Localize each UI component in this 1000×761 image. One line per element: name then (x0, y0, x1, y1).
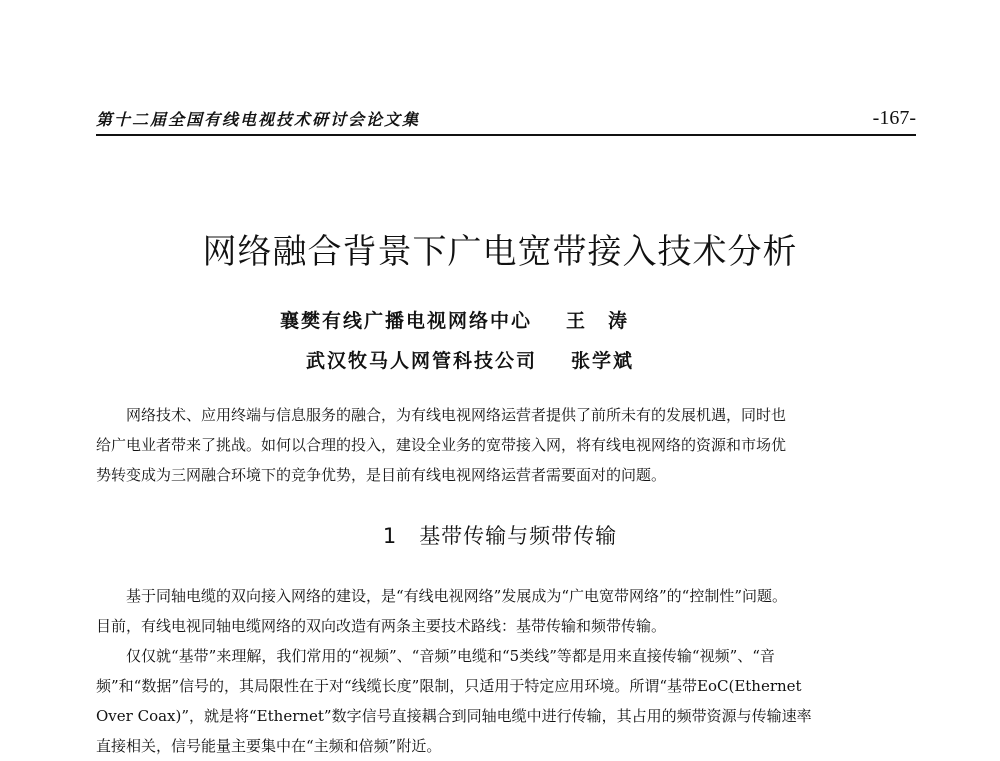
author-line-2 (306, 346, 634, 373)
body-line: 直接相关，信号能量主要集中在“主频和倍频”附近。 (96, 737, 442, 755)
section-title: 基带传输与频带传输 (419, 524, 618, 548)
section-heading (0, 520, 1000, 550)
journal-title: 第十二届全国有线电视技术研讨会论文集 (96, 110, 421, 129)
author-line-1 (280, 306, 629, 333)
abstract-line: 给广电业者带来了挑战。如何以合理的投入，建设全业务的宽带接入网，将有线电视网络的资源和市场优 (96, 436, 787, 454)
running-header (96, 104, 916, 136)
body-line: Over Coax)”，就是将“Ethernet”数字信号直接耦合到同轴电缆中进行传输，其占用的频带资源与传输速率 (96, 707, 812, 725)
section-body (96, 581, 918, 761)
body-line: 仅仅就“基带”来理解，我们常用的“视频”、“音频”电缆和“5类线”等都是用来直接传输“视频”、“音 (126, 647, 775, 665)
author-affiliation: 襄樊有线广播电视网络中心 (280, 310, 533, 332)
body-line: 基于同轴电缆的双向接入网络的建设，是“有线电视网络”发展成为“广电宽带网络”的“控制性”问题。 (126, 587, 788, 605)
author-name: 张学斌 (571, 350, 635, 372)
abstract (96, 400, 918, 490)
author-name: 王 涛 (566, 310, 630, 332)
paper-title: 网络融合背景下广电宽带接入技术分析 (202, 232, 798, 272)
abstract-line: 网络技术、应用终端与信息服务的融合，为有线电视网络运营者提供了前所未有的发展机遇，同时也 (126, 406, 787, 424)
abstract-line: 势转变成为三网融合环境下的竞争优势，是目前有线电视网络运营者需要面对的问题。 (96, 466, 667, 484)
section-number: 1 (382, 524, 398, 548)
body-line: 频”和“数据”信号的，其局限性在于对“线缆长度”限制，只适用于特定应用环境。所谓“基带EoC(Ethernet (96, 677, 802, 695)
page-number: -167- (872, 107, 916, 129)
author-affiliation: 武汉牧马人网管科技公司 (306, 350, 538, 372)
body-line: 目前，有线电视同轴电缆网络的双向改造有两条主要技术路线：基带传输和频带传输。 (96, 617, 667, 635)
